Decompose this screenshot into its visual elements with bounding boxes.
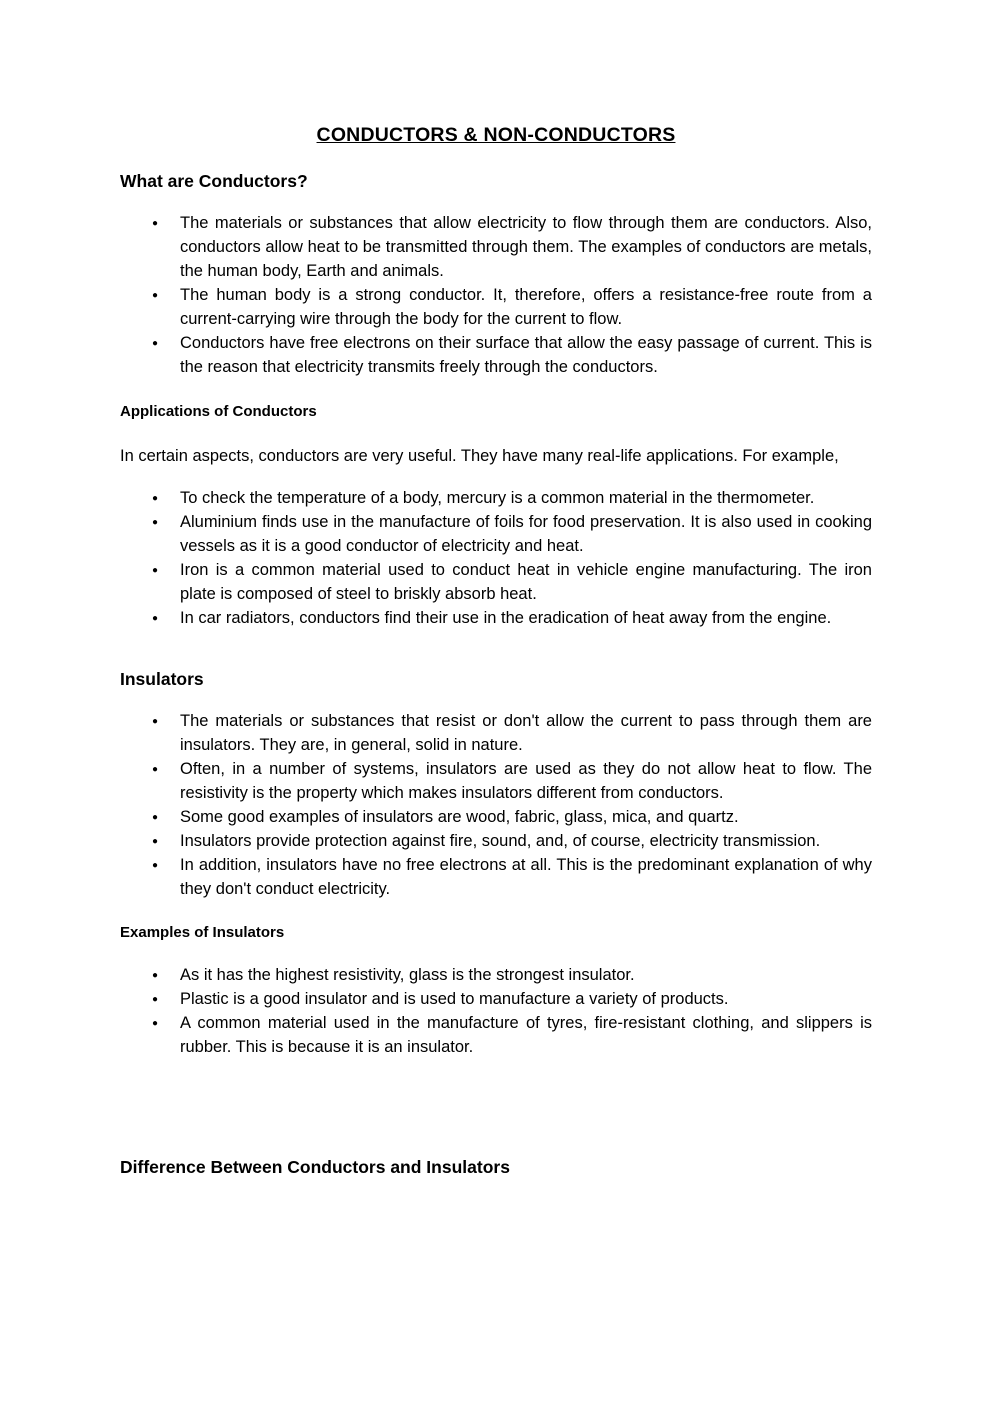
- bullet-item: ● In car radiators, conductors find their use in the eradication of heat away from the engine.: [180, 606, 872, 630]
- bullet-item: ● The human body is a strong conductor. It, therefore, offers a resistance-free route from a current-carrying wire through the body for the current to flow.: [180, 283, 872, 331]
- bullet-item: ● The materials or substances that allow electricity to flow through them are conductors. Also, conductors allow heat to be transmitted through them. The examples of conductors are metals, the human body, Earth and animals.: [180, 211, 872, 283]
- bullet-item: ● Aluminium finds use in the manufacture of foils for food preservation. It is also used in cooking vessels as it is a good conductor of electricity and heat.: [180, 510, 872, 558]
- section-insulators: [120, 668, 872, 901]
- bullet-list: [120, 211, 872, 379]
- section-paragraph: In certain aspects, conductors are very useful. They have many real-life applications. For example,: [120, 447, 839, 465]
- section-applications-of-conductors: [120, 402, 872, 630]
- section-heading: Examples of Insulators: [120, 924, 285, 941]
- section-difference-between-conductors-and-insulators: [120, 1156, 872, 1178]
- bullet-list: [120, 963, 872, 1059]
- section-heading: Difference Between Conductors and Insulators: [120, 1157, 510, 1177]
- section-heading: Insulators: [120, 669, 204, 689]
- bullet-item: ● Iron is a common material used to conduct heat in vehicle engine manufacturing. The iron plate is composed of steel to briskly absorb heat.: [180, 558, 872, 606]
- section-heading: Applications of Conductors: [120, 403, 317, 420]
- document-title: CONDUCTORS & NON-CONDUCTORS: [316, 124, 676, 146]
- section-heading: What are Conductors?: [120, 171, 308, 191]
- bullet-item: ● As it has the highest resistivity, glass is the strongest insulator.: [180, 963, 872, 987]
- bullet-item: ● In addition, insulators have no free electrons at all. This is the predominant explanation of why they don't conduct electricity.: [180, 853, 872, 901]
- bullet-item: ● The materials or substances that resist or don't allow the current to pass through them are insulators. They are, in general, solid in nature.: [180, 709, 872, 757]
- bullet-item: ● Plastic is a good insulator and is used to manufacture a variety of products.: [180, 987, 872, 1011]
- section-what-are-conductors: [120, 170, 872, 379]
- bullet-item: ● Some good examples of insulators are wood, fabric, glass, mica, and quartz.: [180, 805, 872, 829]
- bullet-list: [120, 709, 872, 901]
- bullet-item: ● To check the temperature of a body, mercury is a common material in the thermometer.: [180, 486, 872, 510]
- bullet-item: ● Conductors have free electrons on their surface that allow the easy passage of current. This is the reason that electricity transmits freely through the conductors.: [180, 331, 872, 379]
- section-examples-of-insulators: [120, 923, 872, 1059]
- bullet-item: ● A common material used in the manufacture of tyres, fire-resistant clothing, and slippers is rubber. This is because it is an insulator.: [180, 1011, 872, 1059]
- bullet-item: ● Often, in a number of systems, insulators are used as they do not allow heat to flow. The resistivity is the property which makes insulators different from conductors.: [180, 757, 872, 805]
- bullet-item: ● Insulators provide protection against fire, sound, and, of course, electricity transmission.: [180, 829, 872, 853]
- bullet-list: [120, 486, 872, 630]
